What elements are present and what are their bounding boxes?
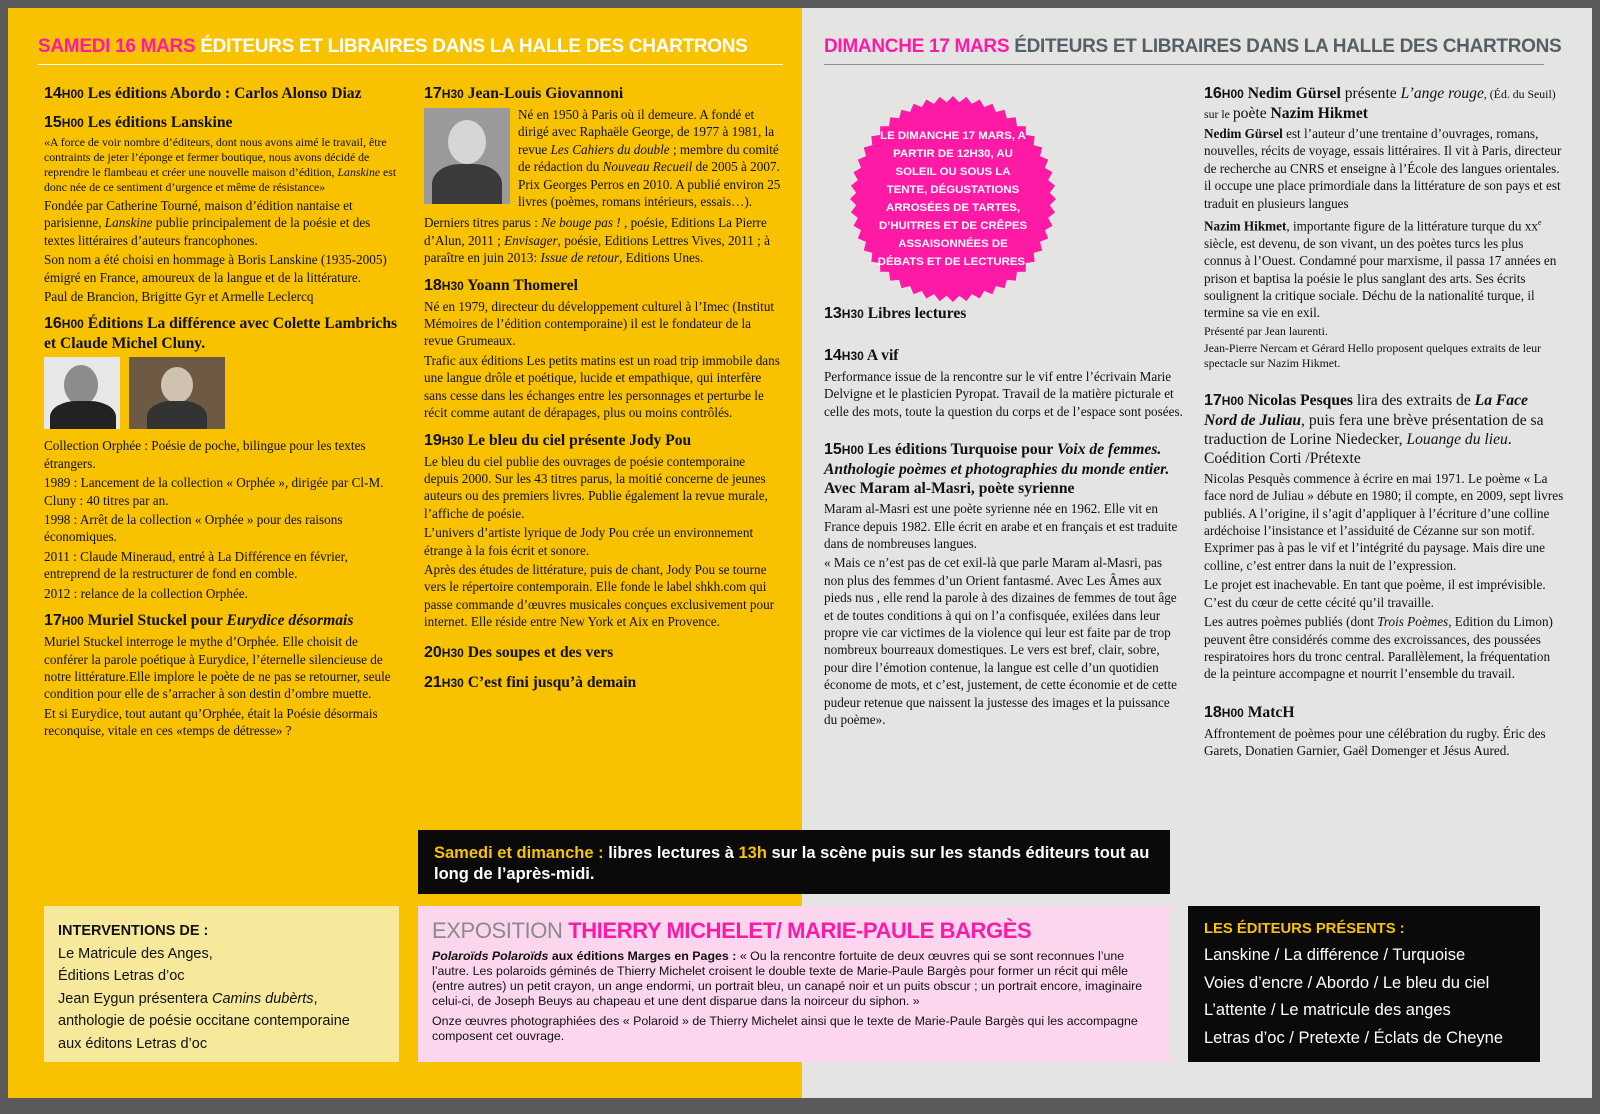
event-title: Le bleu du ciel présente Jody Pou <box>467 431 692 449</box>
event-sat-18h30: 18H30 Yoann Thomerel Né en 1979, directeur du développement culturel à l’Imec (Institut Mémoires de l’édition contemporaine) il est le fondateur de la revue Grumeaux. Trafic aux éditions Les petits matins est un road trip immobile dans une langue drôle et poétique, lucide et empathique, qui interfère sans cesse dans les échanges entre les personnages et perturbe le récit comme autant de dérapages, plus ou moins contrôlés. <box>424 276 780 421</box>
event-title: Libres lectures <box>867 305 967 322</box>
event-sun-15h00: 15H00 Les éditions Turquoise pour Voix de femmes. Anthologie poèmes et photographies du monde entier. Avec Maram al-Masri, poète syrienne Maram al-Masri est une poète syrienne née en 1962. Elle vit en France depuis 1982. Elle écrit en arabe et en français et est traduite dans de nombreuses langues. « Mais ce n’est pas de cet exil-là que parle Maram al-Masri, pas non plus des femmes d’un Orient fantasmé. Avec Les Âmes aux pieds nus , elle rend la parole à des dizaines de femmes de tout âge et de toutes conditions à qui on l’a confisquée, exilées dans leur propre vie car victimes de la violence qui leur est faite par de trop nombreux bourreaux domestiques. Le vers est bref, clair, sobre, pour dire l’émotion contenue, la langue est celle d’un quotidien économe de mots, et c’est, justement, de cette économie et de cette pudeur retenue que naissent la justesse des images et la puissance du poème». <box>824 441 1178 728</box>
saturday-header-title: ÉDITEURS ET LIBRAIRES DANS LA HALLE DES CHARTRONS <box>200 36 748 57</box>
saturday-header <box>38 36 748 58</box>
saturday-column-1 <box>44 84 402 749</box>
event-title: Les éditions Abordo : Carlos Alonso Diaz <box>87 85 362 102</box>
saturday-header-day: SAMEDI 16 MARS <box>38 36 196 57</box>
lanskine-authors: Paul de Brancion, Brigitte Gyr et Armelle Leclercq <box>44 289 314 305</box>
sunday-header-rule <box>824 64 1544 65</box>
editeurs-title: LES ÉDITEURS PRÉSENTS : <box>1204 921 1405 937</box>
event-title: Les éditions Lanskine <box>87 114 233 131</box>
interventions-box: INTERVENTIONS DE : Le Matricule des Anges, Éditions Letras d’oc Jean Eygun présentera Camins dubèrts, anthologie de poésie occitane contemporaine aux éditons Letras d’oc <box>44 906 399 1062</box>
sunday-starburst-text: LE DIMANCHE 17 MARS, A PARTIR DE 12H30, AU SOLEIL OU SOUS LA TENTE, DÉGUSTATIONS ARROSÉES DE TARTES, D’HUITRES ET DE CRÊPES ASSAISONNÉES DE DÉBATS ET DE LECTURES. <box>877 130 1029 268</box>
exposition-title: EXPOSITION THIERRY MICHELET/ MARIE-PAULE BARGÈS <box>432 918 1032 943</box>
lanskine-quote: «A force de voir nombre d’éditeurs, dont nous avons aimé le travail, être contraints de jeter l’éponge et fermer boutique, nous avons décidé de reprendre le flambeau et créer une nouvelle maison d’édition, Lanskine est donc née de ce sentiment d’urgence et même de résistance» <box>44 135 397 194</box>
event-sat-17h00: 17H00 Muriel Stuckel pour Eurydice désormais Muriel Stuckel interroge le mythe d’Orphée. Elle choisit de conférer la parole poétique à Eurydice, l’éternelle silencieuse de notre littérature.Elle implore le poète de ne pas se retourner, seule condition pour elle de s’arracher à son destin d’ombre muette. Et si Eurydice, tout autant qu’Orphée, était la Poésie désormais reconquise, vitale en ces «temps de détresse» ? <box>44 612 391 739</box>
weekend-banner: Samedi et dimanche : libres lectures à 13h sur la scène puis sur les stands éditeurs tout au long de l’après-midi. <box>418 830 1170 894</box>
event-sat-17h30: 17H30 Jean-Louis Giovannoni Né en 1950 à Paris où il demeure. A fondé et dirigé avec Raphaële George, de 1977 à 1981, la revue Les Cahiers du double ; membre du comité de rédaction du Nouveau Recueil de 2005 à 2007. Prix Georges Perros en 2010. A publié environ 25 livres (poèmes, romans intérieurs, essais…). Derniers titres parus : Ne bouge pas ! , poésie, Editions La Pierre d’Alun, 2011 ; Envisager, poésie, Editions Lettres Vives, 2011 ; à paraître en juin 2013: Issue de retour, Editions Unes. <box>424 85 781 266</box>
event-sat-15h00: 15H00 Les éditions Lanskine «A force de voir nombre d’éditeurs, dont nous avons aimé le travail, être contraints de jeter l’éponge et fermer boutique, nous avons décidé de reprendre le flambeau et créer une nouvelle maison d’édition, Lanskine est donc née de ce sentiment d’urgence et même de résistance» Fondée par Catherine Tourné, maison d’édition nantaise et parisienne, Lanskine publie principalement de la poésie et des textes littéraires d’auteurs francophones. Son nom a été choisi en hommage à Boris Lanskine (1935-2005) émigré en France, amoureux de la langue et de la littérature. Paul de Brancion, Brigitte Gyr et Armelle Leclercq <box>44 113 402 305</box>
lanskine-text: Son nom a été choisi en hommage à Boris Lanskine (1935-2005) émigré en France, amoureux de la langue et de la littérature. <box>44 252 387 285</box>
event-sun-14h30: 14H30 A vif Performance issue de la rencontre sur le vif entre l’écrivain Marie Delvigne et le plasticien Pyropat. Travail de la matière picturale et celle des mots, toute la question du corps et de l’espace sont posées. <box>824 347 1183 419</box>
event-sat-20h30: 20H30 Des soupes et des vers <box>424 643 614 661</box>
portrait-photo <box>44 357 120 429</box>
sunday-header-title: ÉDITEURS ET LIBRAIRES DANS LA HALLE DES CHARTRONS <box>1014 36 1562 57</box>
event-title: Des soupes et des vers <box>467 643 614 661</box>
event-sun-17h00: 17H00 Nicolas Pesques lira des extraits de La Face Nord de Juliau, puis fera une brève présentation de sa traduction de Lorine Niedecker, Louange du lieu. Coédition Corti /Prétexte Nicolas Pesquès commence à écrire en mai 1971. Le poème « La face nord de Juliau » débute en 1980; il compte, en 2009, sept livres publiés. A l’origine, il s’agit d’appliquer à l’écriture d’une colline ardéchoise l’insistance et l’assiduité de Cézanne sur son motif. Exprimer pas à pas le vif et l’intégrité du paysage. Mais dire une colline, c’est entrer dans la nuit de l’expression. Le projet est inachevable. En tant que poème, il est imprévisible. C’est du cœur de cette cécité qu’il travaille. Les autres poèmes publiés (dont Trois Poèmes, Edition du Limon) peuvent être considérés comme des excroissances, des poussées respiratoires hors du tronc central. Parallèlement, la fréquentation de la peinture accompagne et nourrit l’ensemble du travail. <box>1204 391 1564 682</box>
event-sun-16h00: 16H00 Nedim Gürsel présente L’ange rouge, (Éd. du Seuil) sur le poète Nazim Hikmet Nedim Gürsel est l’auteur d’une trentaine d’ouvrages, romans, nouvelles, récits de voyage, essais littéraires. Il vit à Paris, directeur de recherche au CNRS et enseigne à l’École des langues orientales. il occupe une place primordiale dans la littérature de son pays et est traduit en plusieurs langues Nazim Hikmet, importante figure de la littérature turque du $xx^e$ siècle, est devenu, de son vivant, un des poètes turcs les plus connus à l’Ouest. Condamné pour marxisme, il passa 17 années en prison et baptisa la poésie le plus sanglant des arts. Ses écrits soulignent la critique sociale. Déchu de la nationalité turque, il termine sa vie en exil. Présenté par Jean laurenti. Jean-Pierre Nercam et Gérard Hello proposent quelques extraits de leur spectacle sur Nazim Hikmet. <box>1204 85 1562 370</box>
sunday-header <box>824 36 1561 58</box>
event-sat-16h00: 16H00 Éditions La différence avec Colette Lambrichs et Claude Michel Cluny. Collection Orphée : Poésie de poche, bilingue pour les textes étrangers. 1989 : Lancement de la collection « Orphée », dirigée par Cl-M. Cluny : 40 titres par an. 1998 : Arrêt de la collection « Orphée » pour des raisons économiques. 2011 : Claude Mineraud, entré à La Différence en février, entreprend de la restructurer de fond en comble. 2012 : relance de la collection Orphée. <box>44 315 398 601</box>
sunday-column-2 <box>1204 84 1564 769</box>
event-title: Éditions La différence avec Colette Lambrichs et Claude Michel Cluny. <box>44 315 398 353</box>
lanskine-text: Fondée par Catherine Tourné, maison d’édition nantaise et parisienne, Lanskine publie principalement de la poésie et des textes littéraires d’auteurs francophones. <box>44 198 371 248</box>
exposition-box: EXPOSITION THIERRY MICHELET/ MARIE-PAULE BARGÈS Polaroïds Polaroïds aux éditions Marges en Pages : « Ou la rencontre fortuite de deux œuvres qui se sont reconnues l’une l’autre. Les polaroids géminés de Thierry Michelet croisent le double texte de Marie-Paule Bargès pour former un récit qui mêle (entre autres) un petit crayon, un ange endormi, un portrait bleu, un canapé noir et un puits obscur ; un portrait encore, imaginaire celui-ci, de Joseph Beuys au chapeau et une dent disparue dans la noirceur du siphon. » Onze œuvres photographiées des « Polaroid » de Thierry Michelet ainsi que le texte de Marie-Paule Bargès qui les accompagne composent cet ouvrage. <box>418 906 1170 1062</box>
event-sat-19h30: 19H30 Le bleu du ciel présente Jody Pou Le bleu du ciel publie des ouvrages de poésie contemporaine depuis 2000. Sur les 43 titres parus, la moitié concerne de jeunes auteurs ou des premiers livres. Publie également la revue murale, l’affiche de poésie. L’univers d’artiste lyrique de Jody Pou crée un environnement étrange à la fois écrit et sonore. Après des études de littérature, puis de chant, Jody Pou se tourne vers le répertoire contemporain. Elle fonde le label shkh.com qui passe commande d’œuvres musicales conçues exclusivement pour internet. Elle réside entre New York et Aix en Provence. <box>424 431 775 630</box>
brochure-page <box>8 8 1592 1098</box>
saturday-column-2 <box>424 84 782 702</box>
portrait-photo <box>424 108 510 204</box>
event-sun-13h30: 13H30 Libres lectures <box>824 305 967 322</box>
event-title: MatcH <box>1247 703 1295 721</box>
event-title: A vif <box>866 347 899 364</box>
event-title: Jean-Louis Giovannoni <box>467 85 624 102</box>
event-title: C’est fini jusqu’à demain <box>467 673 637 691</box>
portrait-photo <box>129 357 225 429</box>
event-sun-18h00: 18H00 MatcH Affrontement de poèmes pour une célébration du rugby. Éric des Garets, Donatien Garnier, Gaël Domenger et Jésus Aured. <box>1204 703 1546 759</box>
event-sat-14h00: 14H00 Les éditions Abordo : Carlos Alonso Diaz <box>44 85 362 102</box>
saturday-header-rule <box>38 64 783 65</box>
sunday-column-1 <box>824 304 1184 738</box>
sunday-header-day: DIMANCHE 17 MARS <box>824 36 1010 57</box>
interventions-title: INTERVENTIONS DE : <box>58 923 209 939</box>
event-title: Yoann Thomerel <box>467 276 578 294</box>
editeurs-box: LES ÉDITEURS PRÉSENTS : Lanskine / La différence / Turquoise Voies d’encre / Abordo / Le bleu du ciel L’attente / Le matricule des anges Letras d’oc / Pretexte / Éclats de Cheyne <box>1188 906 1540 1062</box>
event-sat-21h30: 21H30 C’est fini jusqu’à demain <box>424 673 637 691</box>
